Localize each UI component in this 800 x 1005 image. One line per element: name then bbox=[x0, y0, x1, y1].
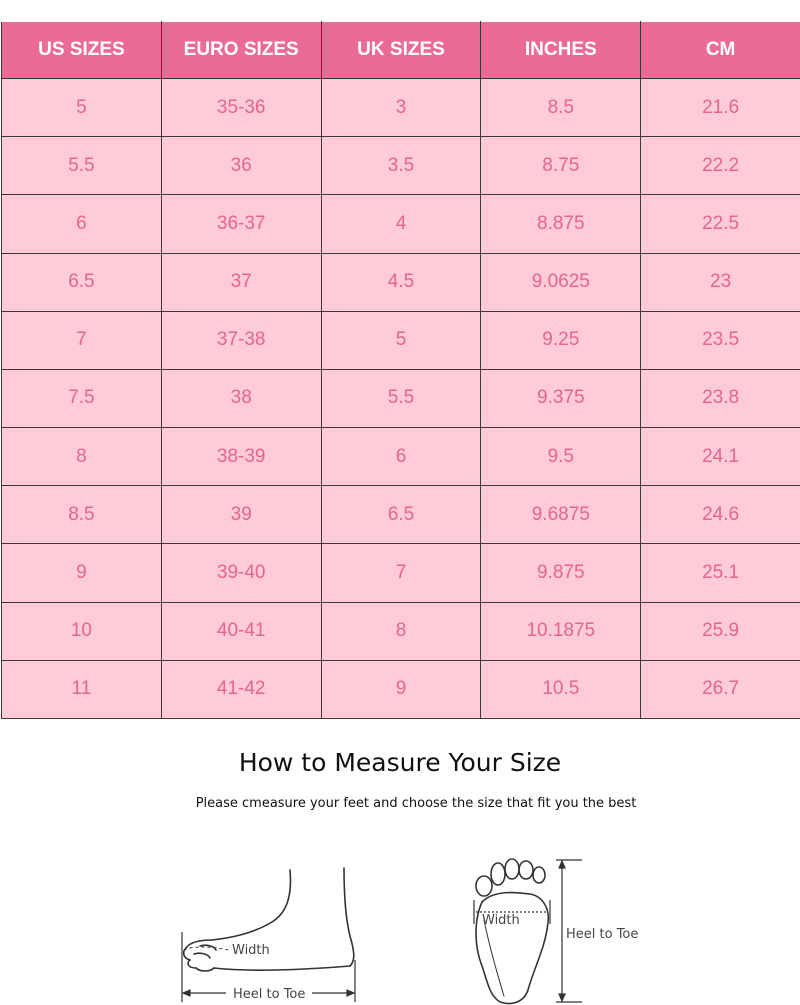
cell-uk: 6 bbox=[321, 428, 481, 486]
table-row bbox=[2, 486, 800, 544]
side-width-label: Width bbox=[232, 943, 270, 958]
header-cm: CM bbox=[641, 22, 800, 79]
measure-title: How to Measure Your Size bbox=[238, 748, 562, 777]
cell-us: 8 bbox=[2, 428, 162, 486]
cell-euro: 39 bbox=[161, 486, 321, 544]
header-inches: INCHES bbox=[481, 22, 641, 79]
cell-cm: 26.7 bbox=[641, 660, 800, 718]
cell-euro: 36-37 bbox=[161, 195, 321, 253]
cell-us: 10 bbox=[2, 602, 162, 660]
cell-inches: 9.875 bbox=[481, 544, 641, 602]
cell-uk: 4 bbox=[321, 195, 481, 253]
side-width-guide bbox=[184, 947, 228, 950]
cell-inches: 9.0625 bbox=[481, 253, 641, 311]
header-uk-sizes: UK SIZES bbox=[321, 22, 481, 79]
cell-inches: 10.1875 bbox=[481, 602, 641, 660]
cell-cm: 23.5 bbox=[641, 311, 800, 369]
cell-inches: 10.5 bbox=[481, 660, 641, 718]
cell-us: 5 bbox=[2, 79, 162, 137]
sole-length-label: Heel to Toe bbox=[566, 927, 639, 942]
cell-inches: 9.25 bbox=[481, 311, 641, 369]
sole-width-label: Width bbox=[482, 913, 520, 928]
table-row bbox=[2, 253, 800, 311]
table-row bbox=[2, 137, 800, 195]
table-row bbox=[2, 79, 800, 137]
cell-inches: 8.75 bbox=[481, 137, 641, 195]
cell-uk: 8 bbox=[321, 602, 481, 660]
cell-euro: 38-39 bbox=[161, 428, 321, 486]
cell-uk: 7 bbox=[321, 544, 481, 602]
cell-us: 6.5 bbox=[2, 253, 162, 311]
table-row bbox=[2, 660, 800, 718]
cell-uk: 3 bbox=[321, 79, 481, 137]
cell-cm: 25.1 bbox=[641, 544, 800, 602]
cell-cm: 25.9 bbox=[641, 602, 800, 660]
cell-us: 11 bbox=[2, 660, 162, 718]
cell-us: 9 bbox=[2, 544, 162, 602]
table-row bbox=[2, 544, 800, 602]
cell-euro: 38 bbox=[161, 369, 321, 427]
side-length-label: Heel to Toe bbox=[233, 987, 306, 1002]
cell-inches: 8.5 bbox=[481, 79, 641, 137]
cell-cm: 22.2 bbox=[641, 137, 800, 195]
cell-us: 6 bbox=[2, 195, 162, 253]
cell-euro: 36 bbox=[161, 137, 321, 195]
cell-cm: 23.8 bbox=[641, 369, 800, 427]
cell-euro: 40-41 bbox=[161, 602, 321, 660]
cell-uk: 9 bbox=[321, 660, 481, 718]
cell-us: 7.5 bbox=[2, 369, 162, 427]
cell-inches: 8.875 bbox=[481, 195, 641, 253]
table-row bbox=[2, 311, 800, 369]
cell-inches: 9.5 bbox=[481, 428, 641, 486]
cell-inches: 9.375 bbox=[481, 369, 641, 427]
cell-uk: 4.5 bbox=[321, 253, 481, 311]
header-euro-sizes: EURO SIZES bbox=[161, 22, 321, 79]
cell-us: 5.5 bbox=[2, 137, 162, 195]
cell-euro: 35-36 bbox=[161, 79, 321, 137]
cell-uk: 3.5 bbox=[321, 137, 481, 195]
cell-us: 8.5 bbox=[2, 486, 162, 544]
cell-uk: 5.5 bbox=[321, 369, 481, 427]
cell-cm: 24.6 bbox=[641, 486, 800, 544]
cell-cm: 23 bbox=[641, 253, 800, 311]
cell-cm: 22.5 bbox=[641, 195, 800, 253]
cell-euro: 37 bbox=[161, 253, 321, 311]
table-row bbox=[2, 428, 800, 486]
table-row bbox=[2, 369, 800, 427]
cell-cm: 21.6 bbox=[641, 79, 800, 137]
cell-euro: 39-40 bbox=[161, 544, 321, 602]
table-row bbox=[2, 195, 800, 253]
table-header-row bbox=[2, 22, 800, 79]
foot-sole-icon bbox=[476, 859, 548, 1004]
cell-euro: 41-42 bbox=[161, 660, 321, 718]
table-row bbox=[2, 602, 800, 660]
cell-uk: 6.5 bbox=[321, 486, 481, 544]
cell-cm: 24.1 bbox=[641, 428, 800, 486]
cell-euro: 37-38 bbox=[161, 311, 321, 369]
measure-diagram bbox=[0, 850, 800, 1005]
header-us-sizes: US SIZES bbox=[2, 22, 162, 79]
measure-subtitle: Please cmeasure your feet and choose the size that fit you the best bbox=[195, 796, 637, 811]
cell-inches: 9.6875 bbox=[481, 486, 641, 544]
size-chart-table bbox=[1, 21, 800, 719]
cell-uk: 5 bbox=[321, 311, 481, 369]
cell-us: 7 bbox=[2, 311, 162, 369]
